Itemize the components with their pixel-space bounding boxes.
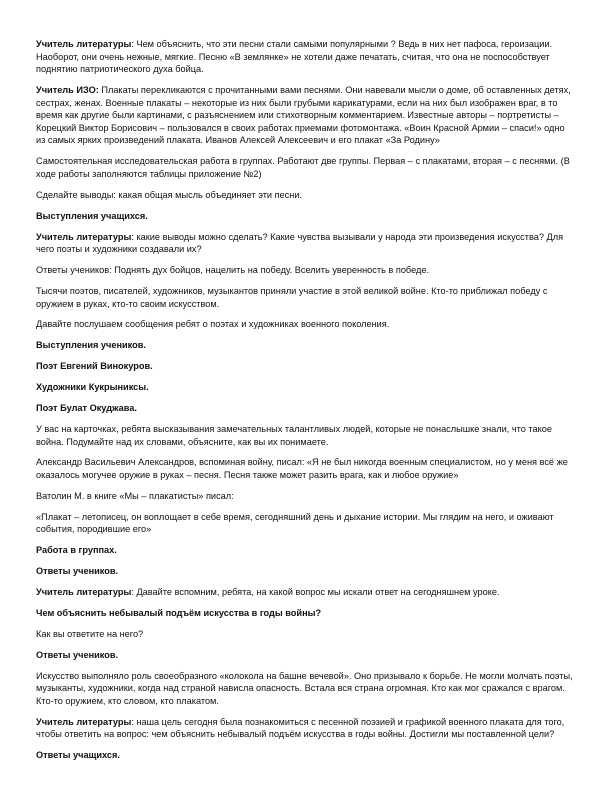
paragraph-17	[36, 511, 576, 536]
paragraph-3	[36, 155, 576, 180]
heading-okudzhava: Поэт Булат Окуджава.	[36, 403, 137, 414]
paragraph-text: : Давайте вспомним, ребята, на какой вопрос мы искали ответ на сегодняшнем уроке.	[131, 587, 500, 598]
paragraph-text: Давайте послушаем сообщения ребят о поэтах и художниках военного поколения.	[36, 319, 390, 330]
speaker-label: Учитель литературы	[36, 39, 132, 49]
paragraph-text: «Плакат – летописец, он воплощает в себе время, сегодняшний день и дыхание истории. Мы глядим на него, и оживают события, породившие его»	[36, 511, 554, 535]
speaker-label: Учитель литературы	[36, 231, 132, 242]
paragraph-22	[36, 628, 576, 641]
paragraph-24	[36, 670, 576, 708]
speaker-label: Учитель литературы	[36, 716, 132, 727]
paragraph-20	[36, 586, 576, 599]
paragraph-text: Ватолин М. в книге «Мы – плакатисты» писал:	[36, 490, 234, 501]
heading-kukryniksy: Художники Кукрыниксы.	[36, 382, 149, 393]
heading-student-speeches: Выступления учащихся.	[36, 210, 148, 221]
speaker-label: Учитель литературы	[36, 587, 132, 598]
paragraph-text: Тысячи поэтов, писателей, художников, музыкантов приняли участие в этой великой войне. Кто-то приближал победу с оружием в руках, кто-то своим искусством.	[36, 285, 548, 309]
paragraph-9	[36, 318, 576, 331]
paragraph-6	[36, 231, 576, 256]
paragraph-1	[36, 38, 576, 76]
heading-question: Чем объяснить небывалый подъём искусства в годы войны?	[36, 607, 322, 618]
speaker-label: Учитель ИЗО:	[36, 85, 99, 96]
paragraph-text: : Чем объяснить, что эти песни стали самыми популярными ? Ведь в них нет пафоса, героизации. Наоборот, они очень нежные, мягкие. Песню «В землянке» не хотели даже печатать, считая, что она не поспособствует поднятию патриотического духа бойца.	[36, 39, 553, 75]
document-page	[36, 38, 576, 770]
paragraph-text: Ответы учеников: Поднять дух бойцов, нацелить на победу. Вселить уверенность в победе.	[36, 265, 430, 276]
heading-group-work: Работа в группах.	[36, 545, 117, 556]
paragraph-text: : наша цель сегодня была познакомиться с песенной поэзией и графикой военного плаката для того, чтобы ответить на вопрос: чем объяснить небывалый подъём искусства в годы войны. Достигли мы поставленной цели?	[36, 716, 565, 740]
paragraph-7	[36, 264, 576, 277]
paragraph-text: Искусство выполняло роль своеобразного «колокола на башне вечевой». Оно призывало к борьбе. Не могли молчать поэты, музыканты, художники, когда над страной нависла опасность. Встала вся страна огромная. Кто как мог сражался с врагом. Кто-то оружием, кто словом, кто плакатом.	[36, 670, 573, 706]
paragraph-text: Сделайте выводы: какая общая мысль объединяет эти песни.	[36, 189, 303, 200]
heading-student-answers: Ответы учащихся.	[36, 750, 120, 761]
paragraph-25	[36, 716, 576, 741]
paragraph-text: Александр Васильевич Александров, вспоминая войну, писал: «Я не был никогда военным специалистом, но у меня всё же оказалось могучее оружие в руках – песня. Песня также может разить врага, как и любое оружие»	[36, 457, 568, 480]
paragraph-text: Плакаты перекликаются с прочитанными вами песнями. Они навевали мысли о доме, об оставленных детях, сестрах, женах. Военные плакаты – некоторые из них были грубыми карикатурами, если на них был изображен враг, в то время как другие были картинами, с разъяснением или стихотворным комментарием. Известные авторы – портретисты – Корецкий Виктор Борисович – пользовался в своих работах приемами фотомонтажа. «Воин Красной Армии – спаси!» одно из самых ярких произведений плаката. Иванов Алексей Алексеевич и его плакат «За Родину»	[36, 85, 571, 146]
paragraph-14	[36, 423, 576, 448]
paragraph-text: Как вы ответите на него?	[36, 628, 144, 639]
paragraph-4	[36, 189, 576, 202]
paragraph-text: У вас на карточках, ребята высказывания замечательных талантливых людей, которые не понаслышке знали, что такое война. Подумайте над их словами, объясните, как вы их понимаете.	[36, 423, 552, 447]
heading-pupil-answers: Ответы учеников.	[36, 566, 119, 577]
heading-pupil-answers-2: Ответы учеников.	[36, 649, 119, 660]
paragraph-16	[36, 490, 576, 503]
heading-vinokurov: Поэт Евгений Винокуров.	[36, 361, 153, 372]
paragraph-8	[36, 285, 576, 310]
paragraph-text: : какие выводы можно сделать? Какие чувства вызывали у народа эти произведения искусства? Для чего поэты и художники создавали их?	[36, 231, 564, 255]
paragraph-15	[36, 456, 576, 481]
paragraph-2	[36, 84, 576, 147]
paragraph-text: Самостоятельная исследовательская работа в группах. Работают две группы. Первая – с плакатами, вторая – с песнями. (В ходе работы заполняются таблицы приложение №2)	[36, 156, 570, 179]
heading-pupil-speeches: Выступления учеников.	[36, 340, 146, 351]
